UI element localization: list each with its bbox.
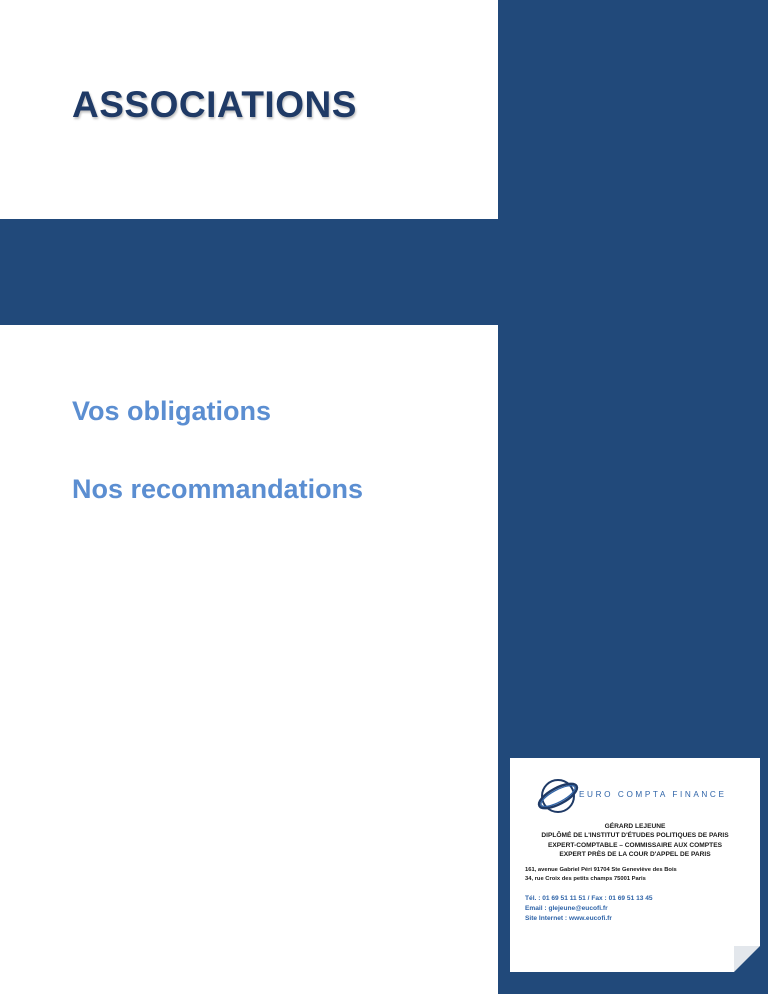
- email-link[interactable]: Email : glejeune@eucofi.fr: [525, 905, 608, 913]
- contact-block: [525, 894, 653, 925]
- horizontal-blue-band: [0, 219, 498, 325]
- address-line: 34, rue Croix des petits champs 75001 Paris: [525, 875, 646, 882]
- website-link[interactable]: Site Internet : www.eucofi.fr: [525, 915, 612, 923]
- brand-name: EURO COMPTA FINANCE: [579, 790, 727, 799]
- credential-line: EXPERT PRÈS DE LA COUR D'APPEL DE PARIS: [559, 850, 711, 858]
- subtitle-recommendations: Nos recommandations: [72, 474, 364, 504]
- address-line: 161, avenue Gabriel Péri 91704 Ste Geneviève des Bois: [525, 867, 677, 873]
- credentials-block: [510, 822, 760, 859]
- globe-orbit-icon: [536, 770, 584, 818]
- person-name: GÉRARD LEJEUNE: [604, 823, 666, 830]
- subtitle-obligations: Vos obligations: [72, 396, 272, 426]
- credential-line: EXPERT-COMPTABLE – COMMISSAIRE AUX COMPTES: [547, 841, 722, 849]
- page-curl-corner: [734, 946, 760, 972]
- credential-line: DIPLÔMÉ DE L'INSTITUT D'ÉTUDES POLITIQUES DE PARIS: [541, 832, 729, 840]
- page-title: ASSOCIATIONS: [72, 84, 357, 125]
- address-block: [525, 866, 677, 883]
- business-card: [510, 758, 760, 972]
- phone-fax: Tél. : 01 69 51 11 51 / Fax : 01 69 51 13 45: [525, 895, 653, 902]
